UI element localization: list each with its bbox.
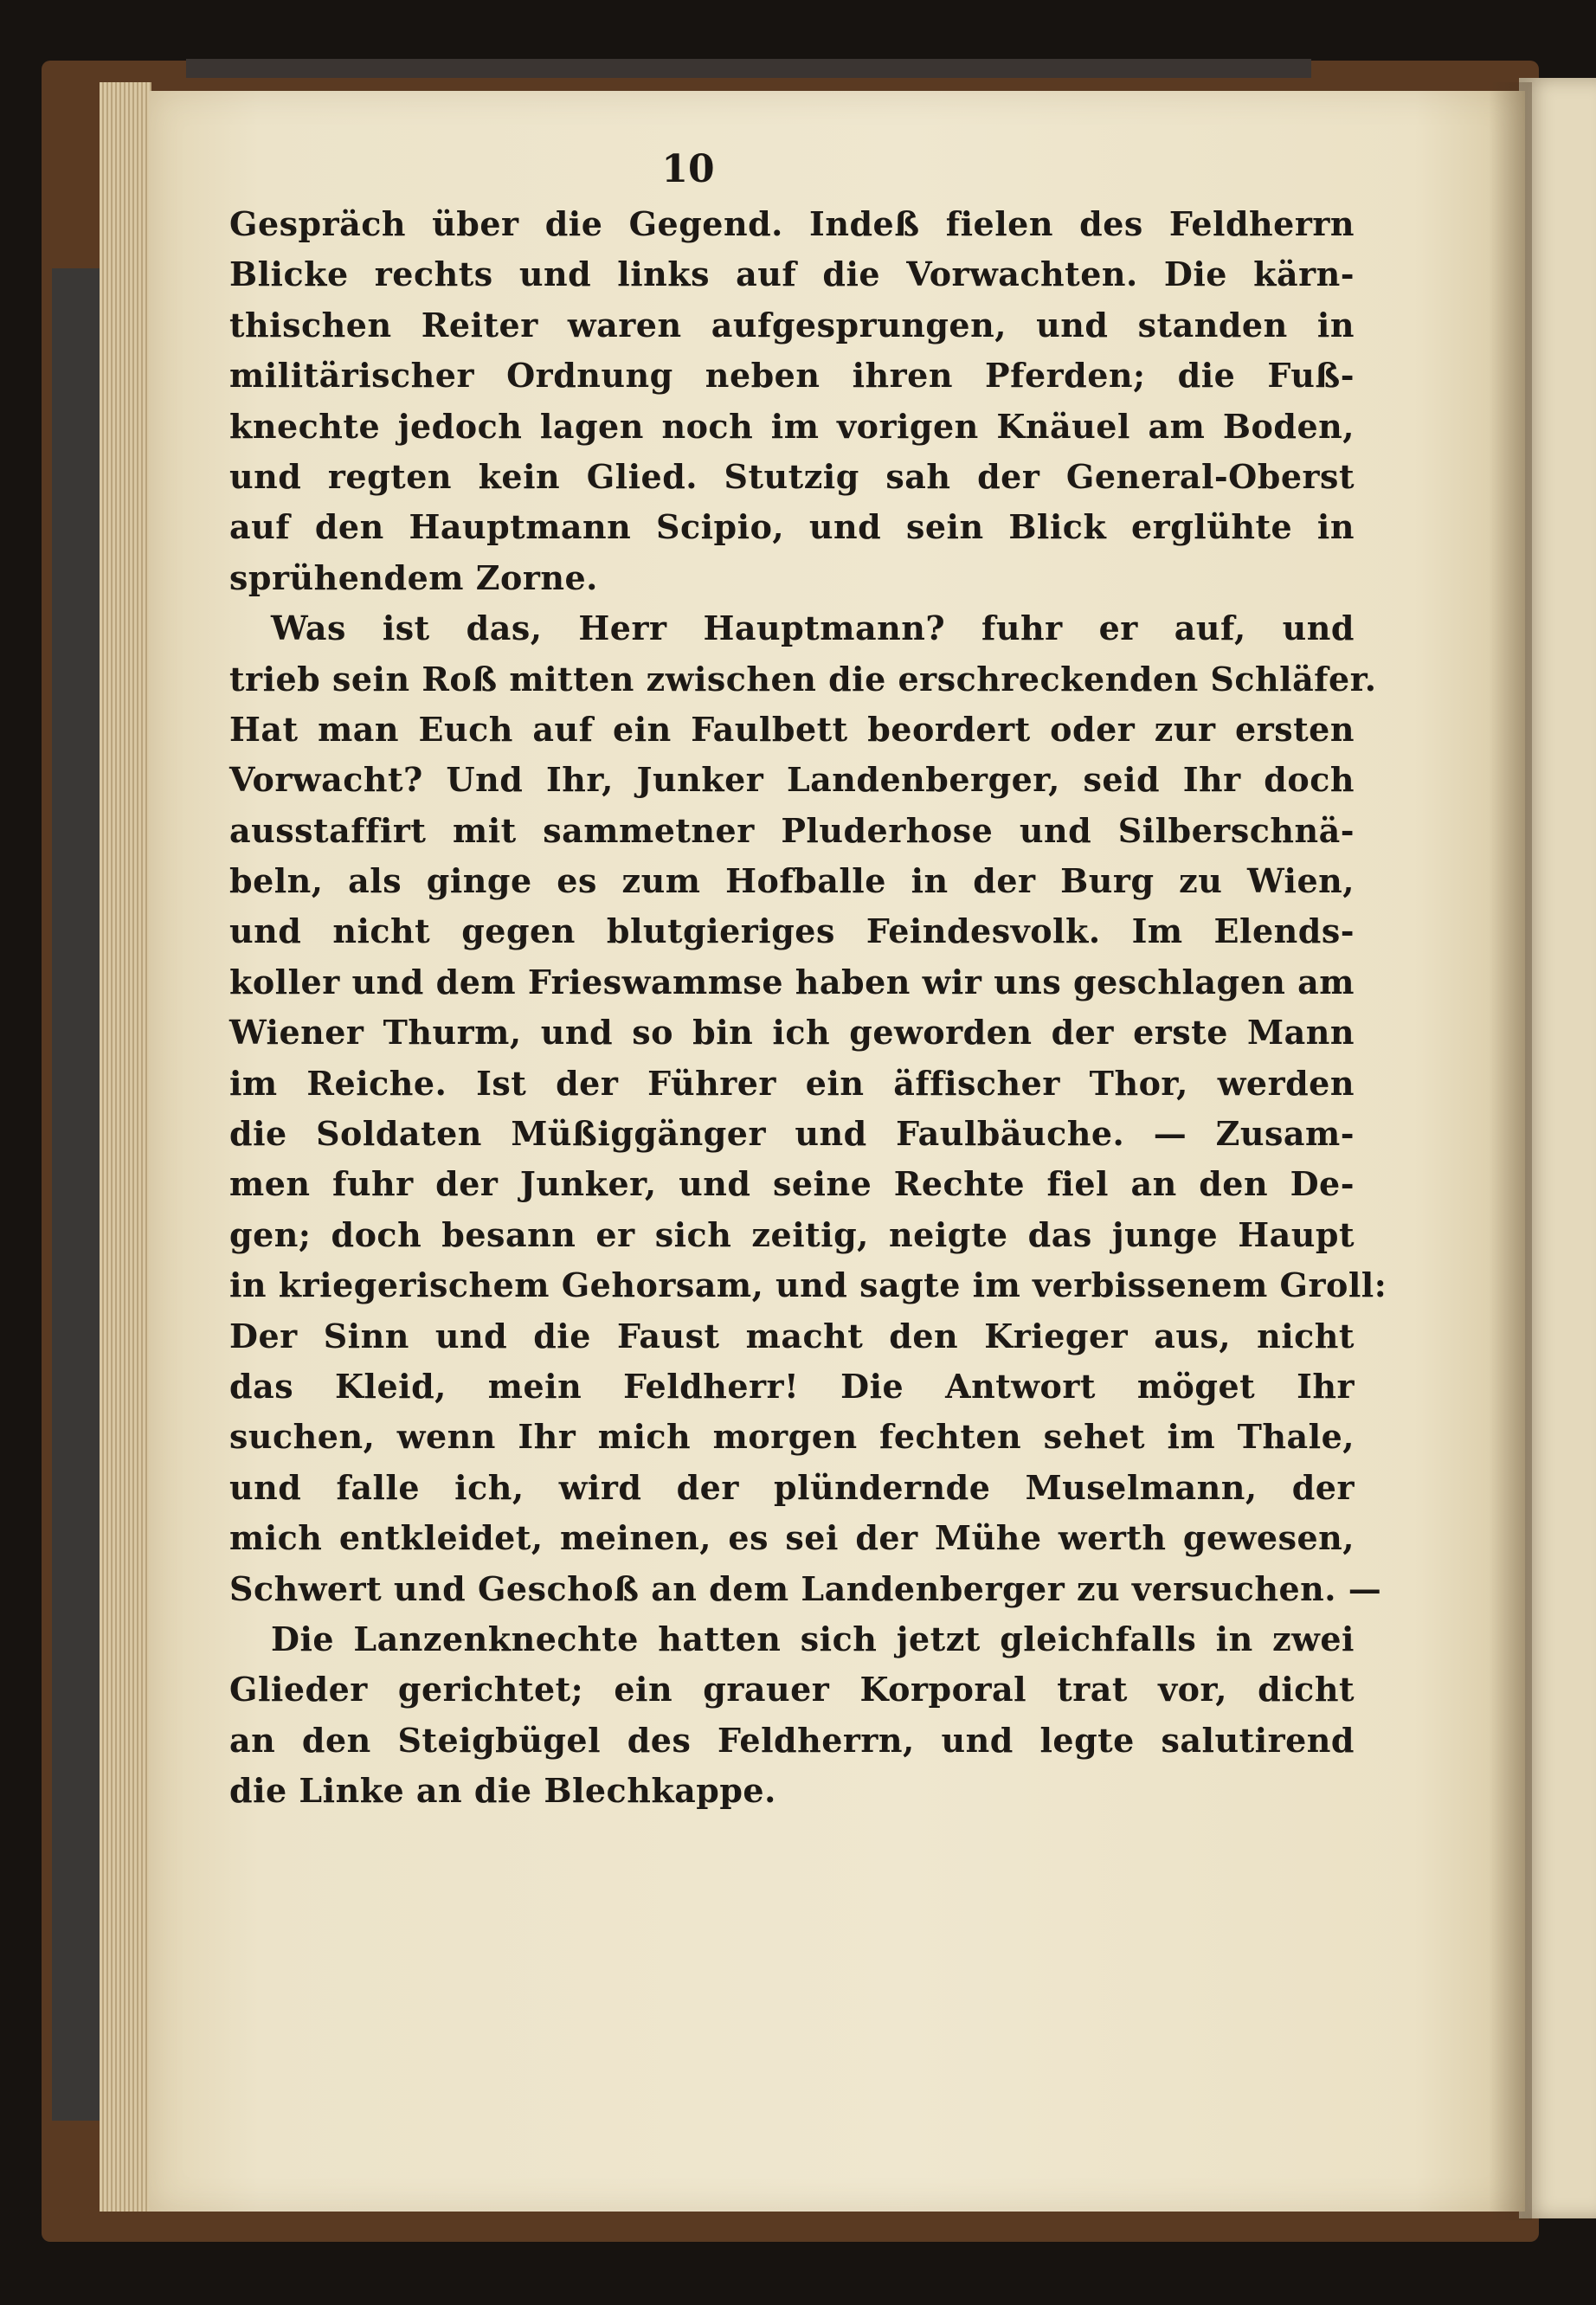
cover-edge <box>186 59 1311 78</box>
text-line: ausstaffirt mit sammetner Pluderhose und Silberschnä- <box>229 810 1355 850</box>
text-line: Gespräch über die Gegend. Indeß fielen des Feldherrn <box>229 204 1355 243</box>
text-line: suchen, wenn Ihr mich morgen fechten sehet im Thale, <box>229 1417 1355 1457</box>
text-line: die Linke an die Blechkappe. <box>229 1771 776 1811</box>
text-line: Glieder gerichtet; ein grauer Korporal trat vor, dicht <box>229 1670 1355 1709</box>
text-line: die Soldaten Müßiggänger und Faulbäuche. — Zusam- <box>229 1114 1355 1154</box>
text-line: koller und dem Frieswammse haben wir uns geschlagen am <box>229 962 1355 1001</box>
text-line: im Reiche. Ist der Führer ein äffischer Thor, werden <box>229 1063 1355 1103</box>
text-line: thischen Reiter waren aufgesprungen, und standen in <box>229 305 1355 344</box>
text-line: an den Steigbügel des Feldherrn, und legte salutirend <box>229 1720 1355 1760</box>
text-line: Die Lanzenknechte hatten sich jetzt gleichfalls in zwei <box>271 1619 1355 1658</box>
text-line: knechte jedoch lagen noch im vorigen Knäuel am Boden, <box>229 406 1355 446</box>
text-line: Blicke rechts und links auf die Vorwachten. Die kärn- <box>229 254 1355 294</box>
text-line: sprühendem Zorne. <box>229 557 598 597</box>
text-line: Wiener Thurm, und so bin ich geworden der erste Mann <box>229 1013 1355 1053</box>
text-line: Vorwacht? Und Ihr, Junker Landenberger, seid Ihr doch <box>229 760 1355 800</box>
text-line: gen; doch besann er sich zeitig, neigte das junge Haupt <box>229 1214 1355 1254</box>
text-line: Schwert und Geschoß an dem Landenberger zu versuchen. — <box>229 1568 1382 1608</box>
text-line: beln, als ginge es zum Hofballe in der Burg zu Wien, <box>229 861 1355 901</box>
text-line: auf den Hauptmann Scipio, und sein Blick erglühte in <box>229 507 1355 547</box>
text-line: Was ist das, Herr Hauptmann? fuhr er auf, und <box>271 608 1355 648</box>
text-line: und regten kein Glied. Stutzig sah der General-Oberst <box>229 456 1355 496</box>
page-edges <box>100 82 151 2212</box>
text-line: men fuhr der Junker, und seine Rechte fiel an den De- <box>229 1164 1355 1204</box>
gutter-shadow <box>1489 82 1532 2220</box>
binding-strip <box>52 268 104 2121</box>
text-line: Der Sinn und die Faust macht den Krieger aus, nicht <box>229 1316 1355 1355</box>
text-line: militärischer Ordnung neben ihren Pferden; die Fuß- <box>229 356 1355 396</box>
text-line: und falle ich, wird der plündernde Muselmann, der <box>229 1467 1355 1507</box>
page-number: 10 <box>661 147 715 191</box>
text-line: trieb sein Roß mitten zwischen die erschreckenden Schläfer. <box>229 659 1377 699</box>
text-line: und nicht gegen blutgieriges Feindesvolk. Im Elends- <box>229 911 1355 951</box>
text-line: in kriegerischem Gehorsam, und sagte im verbissenem Groll: <box>229 1265 1387 1305</box>
text-line: Hat man Euch auf ein Faulbett beordert oder zur ersten <box>229 709 1355 749</box>
text-line: mich entkleidet, meinen, es sei der Mühe werth gewesen, <box>229 1518 1355 1558</box>
page-text <box>229 199 1387 1817</box>
text-line: das Kleid, mein Feldherr! Die Antwort möget Ihr <box>229 1366 1355 1406</box>
